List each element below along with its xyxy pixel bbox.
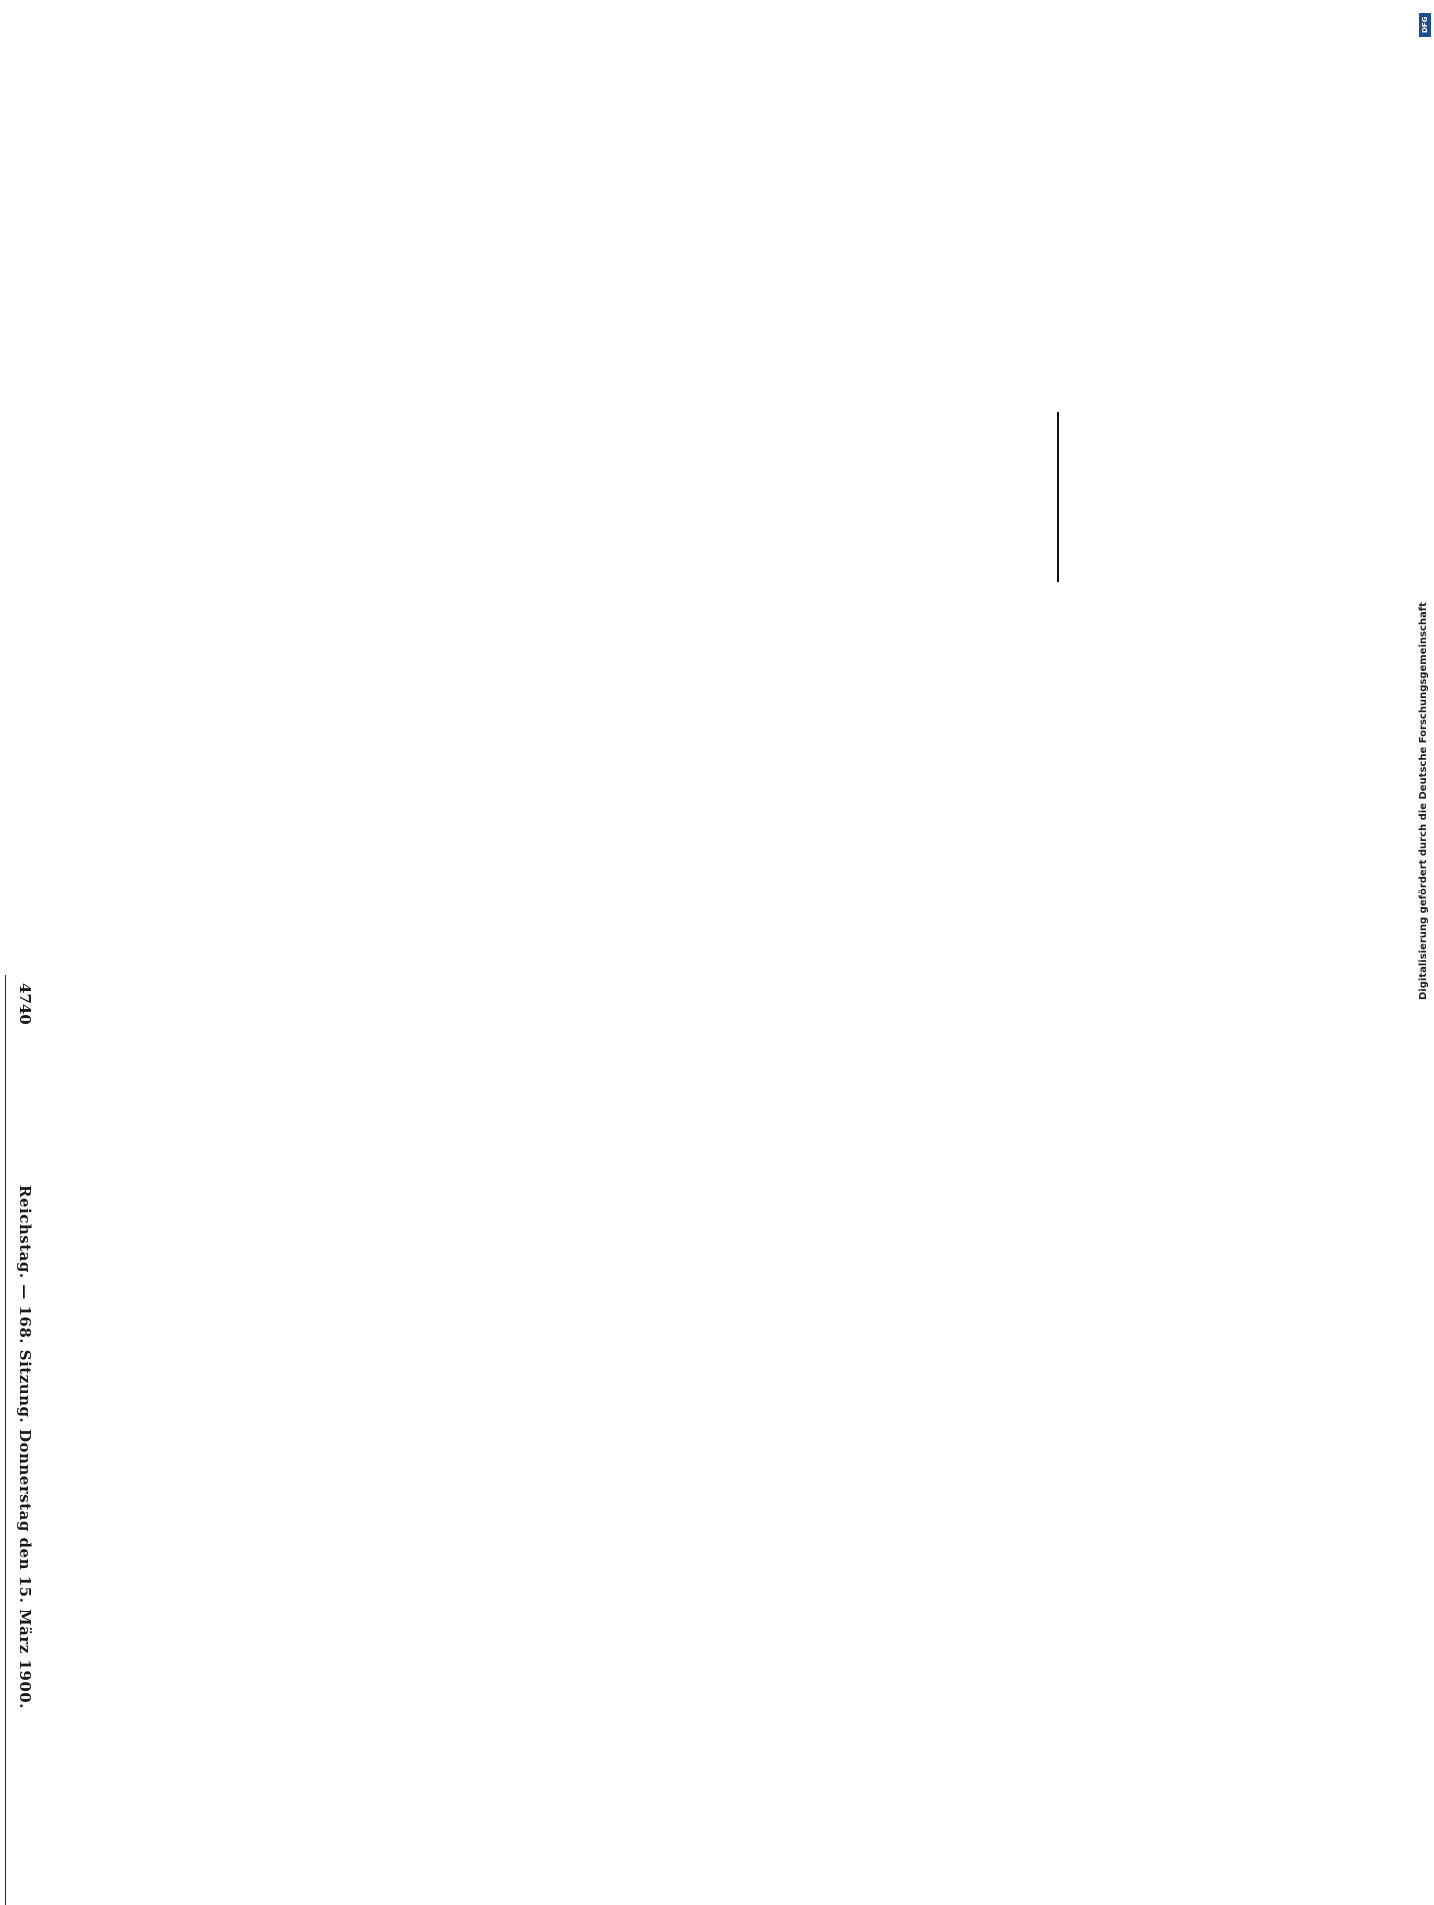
rotated-document-page [0, 975, 40, 1905]
page-number: 4740 [16, 983, 34, 1025]
page-title: Reichstag. — 168. Sitzung. Donnerstag den 15. März 1900. [16, 1185, 34, 1709]
dfg-logo-icon: DFG [1419, 13, 1431, 37]
digitization-credit [1418, 5, 1434, 1000]
digitization-credit-text: Digitalisierung gefördert durch die Deutsche Forschungsgemeinschaft [1418, 602, 1429, 1000]
scan-artifact-rule [1057, 412, 1059, 582]
page-header [5, 975, 40, 1905]
